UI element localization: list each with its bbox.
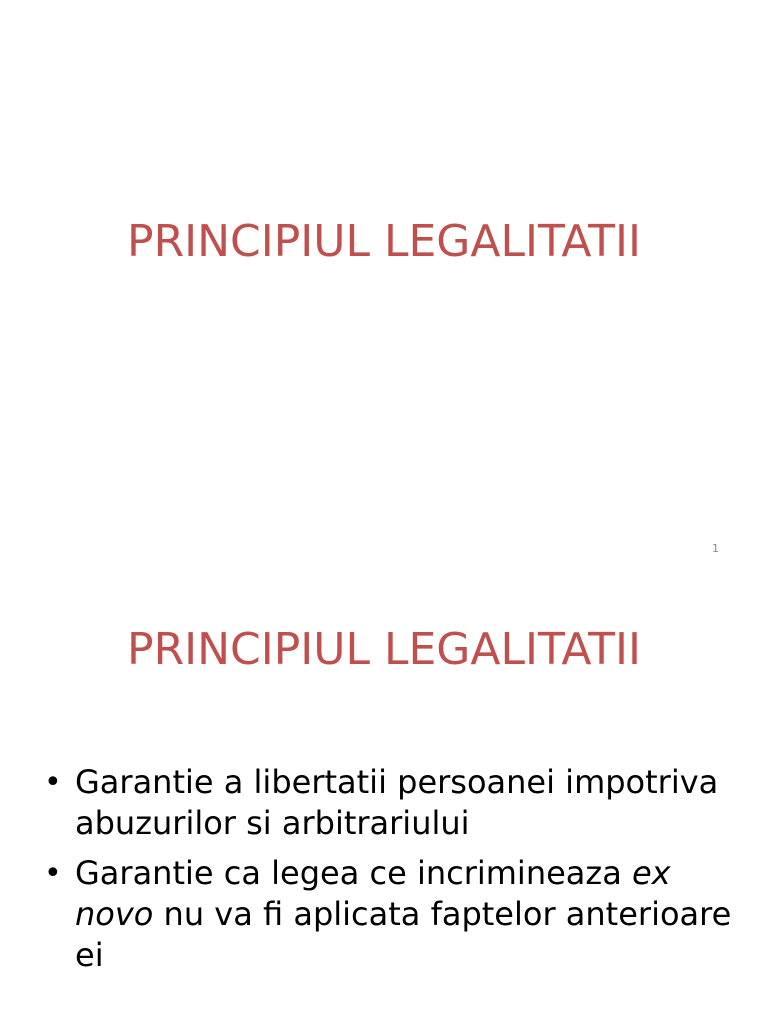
page-number: 1 — [712, 542, 719, 555]
bullet-list — [44, 762, 744, 985]
slide-2 — [0, 576, 768, 1024]
bullet-text: Garantie ca legea ce incrimineaza — [75, 854, 632, 892]
slide-title: PRINCIPIUL LEGALITATII — [127, 624, 641, 675]
slide-title: PRINCIPIUL LEGALITATII — [127, 216, 641, 267]
bullet-icon: • — [44, 765, 62, 800]
bullet-text: nu va fi aplicata faptelor anterioare ei — [75, 895, 732, 974]
bullet-icon: • — [44, 856, 62, 891]
bullet-text: Garantie a libertatii persoanei impotriva abuzurilor si arbitrariului — [75, 763, 719, 842]
bullet-item — [44, 762, 744, 844]
bullet-italic-term: ex novo — [75, 854, 671, 933]
bullet-item — [44, 853, 744, 976]
